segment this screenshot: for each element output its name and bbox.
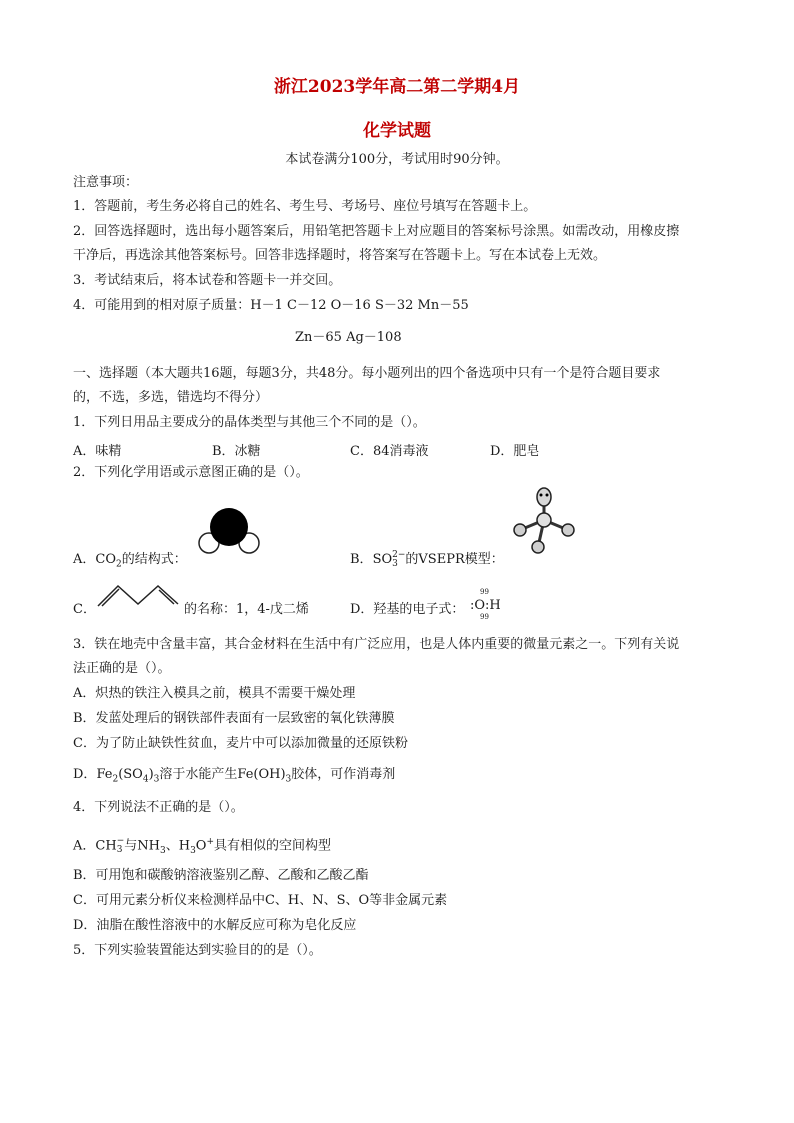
q1-option-b: B．冰糖: [212, 444, 261, 459]
notice-item-1: 1．答题前，考生务必将自己的姓名、考生号、考场号、座位号填写在答题卡上。: [73, 199, 537, 214]
q1-option-d: D．肥皂: [490, 444, 540, 459]
q1-stem: 1．下列日用品主要成分的晶体类型与其他三个不同的是（）。: [73, 415, 426, 430]
q3-option-c: C．为了防止缺铁性贫血，麦片中可以添加微量的还原铁粉: [73, 736, 408, 751]
exam-subject: 化学试题: [363, 121, 431, 141]
q2-option-c-text: 的名称：1，4-戊二烯: [184, 602, 309, 617]
q3-option-d: D．$Fe_2(SO_4)_3$溶于水能产生$Fe(OH)_3$胶体，可作消毒剂: [73, 767, 396, 785]
q1-option-c: C．84消毒液: [350, 444, 429, 459]
electron-dots-top: 99: [480, 588, 489, 596]
q3-option-b: B．发蓝处理后的钢铁部件表面有一层致密的氧化铁薄膜: [73, 711, 395, 726]
pentadiene-skeletal-diagram: [96, 580, 182, 610]
q2-stem: 2．下列化学用语或示意图正确的是（）。: [73, 465, 309, 480]
notice-item-2-cont: 干净后，再选涂其他答案标号。回答非选择题时，将答案写在答题卡上。写在本试卷上无效。: [73, 248, 607, 263]
q5-stem: 5．下列实验装置能达到实验目的的是（）。: [73, 943, 322, 958]
notice-item-4-cont: Zn－65 Ag－108: [295, 330, 402, 345]
exam-title: 浙江2023学年高二第二学期4月: [273, 77, 521, 97]
notice-item-2: 2．回答选择题时，选出每小题答案后，用铅笔把答题卡上对应题目的答案标号涂黑。如需改动，用橡皮擦: [73, 224, 680, 239]
q4-option-b: B．可用饱和碳酸钠溶液鉴别乙醇、乙酸和乙酸乙酯: [73, 868, 369, 883]
notice-heading: 注意事项：: [73, 175, 139, 190]
q4-stem: 4．下列说法不正确的是（）。: [73, 800, 244, 815]
q4-option-c: C．可用元素分析仪来检测样品中C、H、N、S、O等非金属元素: [73, 893, 448, 908]
q4-option-a: A．CH − 3 与$NH_3$、$H_3O^+$具有相似的空间构型: [73, 835, 332, 856]
co2-structure-diagram: [196, 505, 262, 555]
notice-item-3: 3．考试结束后，将本试卷和答题卡一并交回。: [73, 273, 342, 288]
q2-option-b: B．SO 2− 3 的VSEPR模型：: [350, 549, 504, 569]
hydroxyl-electron-formula: :O:H: [470, 598, 501, 613]
atom-center: [210, 508, 248, 546]
q3-option-a: A．炽热的铁注入模具之前，模具不需要干燥处理: [73, 686, 356, 701]
q4-option-d: D．油脂在酸性溶液中的水解反应可称为皂化反应: [73, 918, 357, 933]
q2-option-d-label: D．羟基的电子式：: [350, 602, 465, 617]
q2-option-c-label: C．: [73, 602, 96, 617]
section-heading: 一、选择题（本大题共16题，每题3分，共48分。每小题列出的四个备选项中只有一个是符合题目要求: [73, 366, 661, 381]
so3-vsepr-model: [508, 486, 580, 556]
q3-stem-cont: 法正确的是（）。: [73, 661, 171, 676]
notice-item-4: 4．可能用到的相对原子质量：H－1 C－12 O－16 S－32 Mn－55: [73, 298, 469, 313]
exam-intro: 本试卷满分100分，考试用时90分钟。: [285, 152, 509, 167]
electron-dots-bottom: 99: [480, 613, 489, 621]
q3-stem: 3．铁在地壳中含量丰富，其合金材料在生活中有广泛应用，也是人体内重要的微量元素之一。下列有关说: [73, 637, 680, 652]
q1-option-a: A．味精: [73, 444, 122, 459]
section-heading-cont: 的，不选，多选，错选均不得分）: [73, 390, 269, 405]
q2-option-a: A．$CO_2$的结构式：: [73, 552, 187, 570]
